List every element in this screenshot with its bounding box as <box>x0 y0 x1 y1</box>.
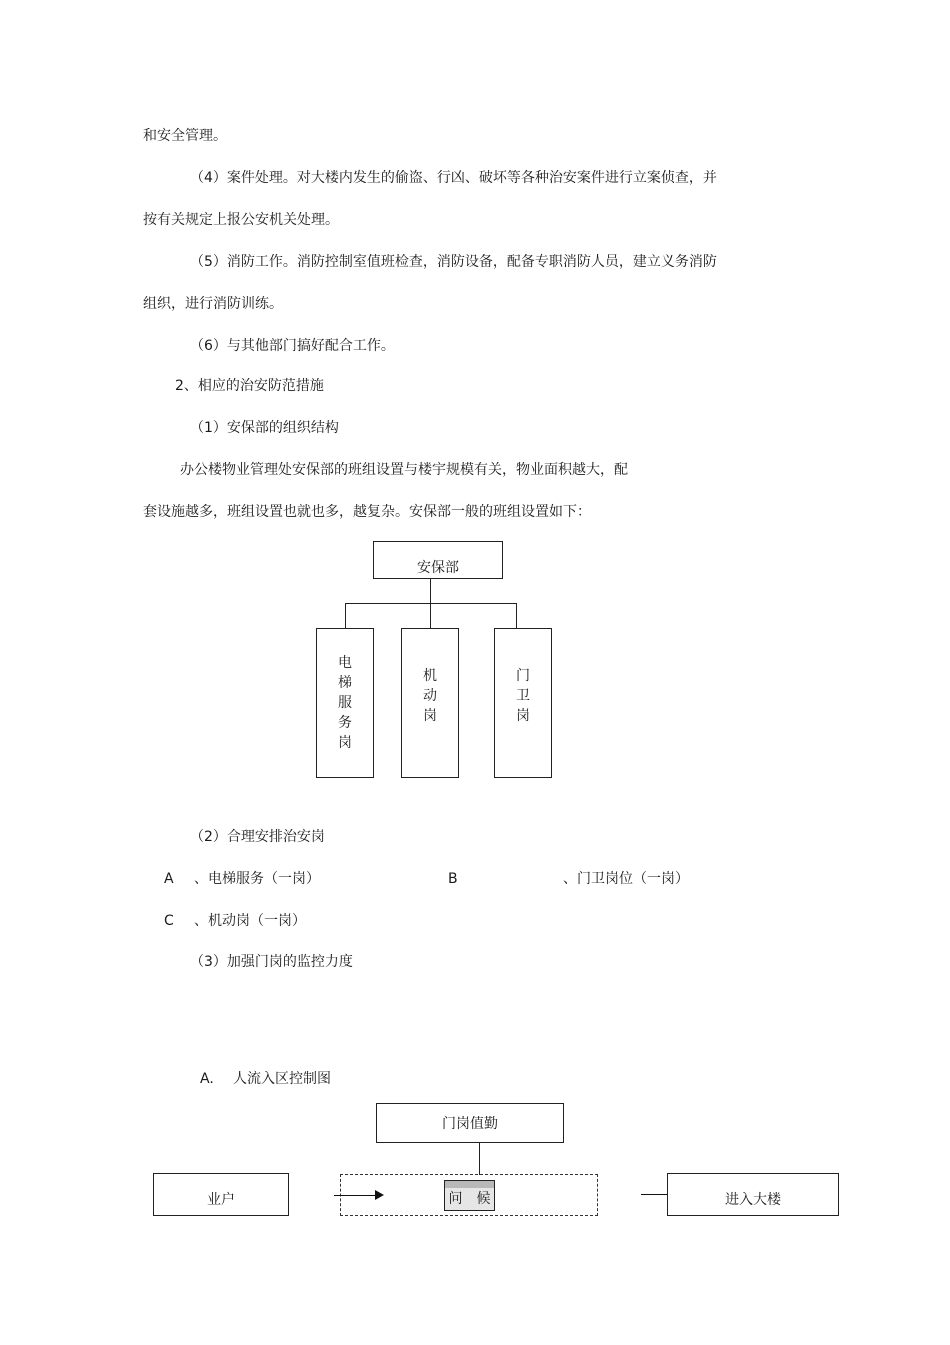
list-item-text: 、电梯服务（一岗） <box>194 871 320 887</box>
subsection-heading: （3）加强门岗的监控力度 <box>190 954 353 970</box>
org-child-char: 岗 <box>423 708 437 724</box>
figure-caption: 人流入区控制图 <box>233 1071 331 1087</box>
org-connector <box>345 603 517 604</box>
org-child-char: 服 <box>338 695 352 711</box>
list-item-text: 、门卫岗位（一岗） <box>563 871 689 887</box>
section-heading: 2、相应的治安防范措施 <box>175 378 324 394</box>
paragraph-text: 办公楼物业管理处安保部的班组设置与楼宇规模有关，物业面积越大，配 <box>180 462 628 478</box>
inquiry-shade <box>445 1181 494 1188</box>
org-root-label: 安保部 <box>417 560 459 576</box>
org-child-char: 门 <box>516 668 530 684</box>
enter-label: 进入大楼 <box>725 1191 781 1208</box>
list-item-text: 、机动岗（一岗） <box>194 913 306 929</box>
org-root-box <box>373 541 503 579</box>
org-child-char: 岗 <box>338 735 352 751</box>
org-connector <box>516 603 517 628</box>
list-item-letter: B <box>448 871 458 887</box>
subsection-heading: （1）安保部的组织结构 <box>190 420 339 436</box>
owner-box <box>153 1173 289 1216</box>
guard-connector <box>479 1143 480 1175</box>
org-connector <box>430 579 431 603</box>
org-child-char: 卫 <box>516 688 530 704</box>
org-child-elevator <box>316 628 374 778</box>
guard-label: 门岗值勤 <box>442 1116 498 1132</box>
list-item-letter: A <box>164 871 174 887</box>
list-item-letter: C <box>164 913 174 929</box>
subsection-heading: （2）合理安排治安岗 <box>190 829 325 845</box>
paragraph-text: 和安全管理。 <box>143 128 227 144</box>
org-child-char: 梯 <box>338 675 352 691</box>
paragraph-text: （5）消防工作。消防控制室值班检查，消防设备，配备专职消防人员，建立义务消防 <box>190 254 717 270</box>
org-child-char: 电 <box>338 655 352 671</box>
org-child-mobile <box>401 628 459 778</box>
paragraph-text: （4）案件处理。对大楼内发生的偷盗、行凶、破坏等各种治安案件进行立案侦查，并 <box>190 170 717 186</box>
inquiry-label: 问 候 <box>448 1191 491 1207</box>
org-child-gate <box>494 628 552 778</box>
org-connector <box>345 603 346 628</box>
paragraph-text: 套设施越多，班组设置也就也多，越复杂。安保部一般的班组设置如下： <box>143 504 591 520</box>
enter-box <box>667 1173 839 1216</box>
paragraph-text: 按有关规定上报公安机关处理。 <box>143 212 339 228</box>
org-connector <box>430 603 431 628</box>
org-child-char: 岗 <box>516 708 530 724</box>
guard-box <box>376 1103 564 1143</box>
org-child-char: 机 <box>423 668 437 684</box>
org-child-char: 务 <box>338 715 352 731</box>
figure-caption-letter: A. <box>200 1071 214 1087</box>
arrow-icon <box>334 1195 382 1196</box>
paragraph-text: 组织，进行消防训练。 <box>143 296 283 312</box>
org-child-char: 动 <box>423 688 437 704</box>
inquiry-box <box>444 1180 495 1211</box>
owner-label: 业户 <box>207 1191 235 1208</box>
paragraph-text: （6）与其他部门搞好配合工作。 <box>190 338 395 354</box>
